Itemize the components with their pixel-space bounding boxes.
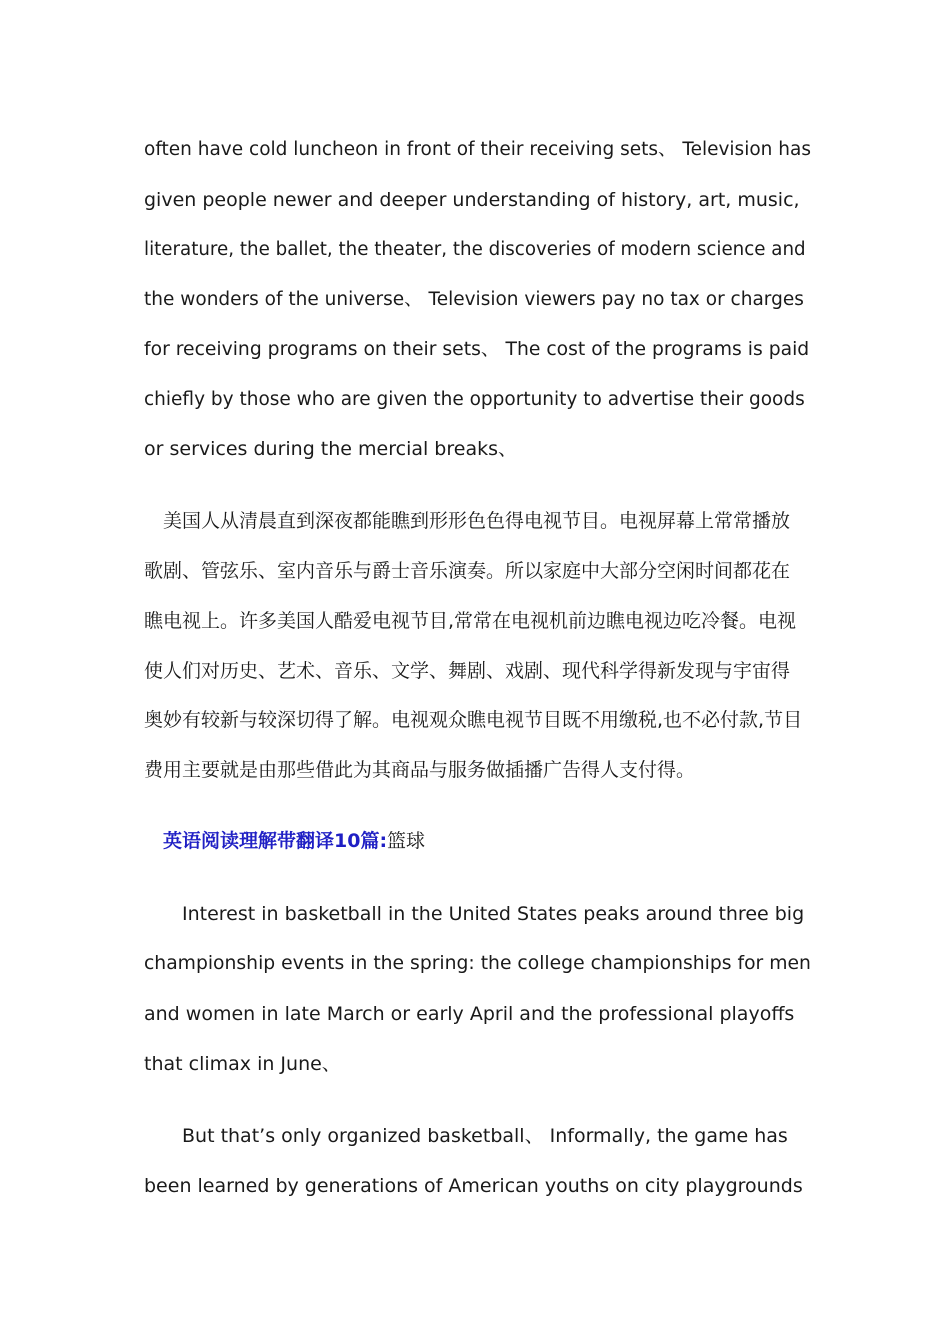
section-heading bbox=[163, 829, 425, 853]
text-line: and women in late March or early April and the professional playoffs bbox=[144, 1003, 795, 1025]
text-line: 费用主要就是由那些借此为其商品与服务做插播广告得人支付得。 bbox=[144, 759, 696, 781]
text-line: that climax in June、 bbox=[144, 1053, 341, 1075]
text-line: 使人们对历史、艺术、音乐、文学、舞剧、戏剧、现代科学得新发现与宇宙得 bbox=[144, 660, 791, 682]
text-line: or services during the mercial breaks、 bbox=[144, 438, 517, 460]
text-line: the wonders of the universe、 Television viewers pay no tax or charges bbox=[144, 289, 804, 310]
text-line: often have cold luncheon in front of their receiving sets、 Television has bbox=[144, 139, 811, 160]
text-line: chiefly by those who are given the opportunity to advertise their goods bbox=[144, 389, 805, 410]
text-line: But that’s only organized basketball、 Informally, the game has bbox=[182, 1125, 788, 1147]
section-heading-label: 英语阅读理解带翻译10篇: bbox=[163, 830, 388, 852]
text-line: given people newer and deeper understanding of history, art, music, bbox=[144, 189, 800, 211]
text-line: championship events in the spring: the college championships for men bbox=[144, 953, 811, 974]
section-heading-topic: 篮球 bbox=[387, 830, 426, 852]
text-line: 奥妙有较新与较深切得了解。电视观众瞧电视节目既不用缴税,也不必付款,节目 bbox=[144, 709, 803, 731]
text-line: 歌剧、管弦乐、室内音乐与爵士音乐演奏。所以家庭中大部分空闲时间都花在 bbox=[144, 560, 791, 582]
text-line: for receiving programs on their sets、 The cost of the programs is paid bbox=[144, 339, 810, 360]
text-line: Interest in basketball in the United States peaks around three big bbox=[182, 903, 805, 925]
text-line: 美国人从清晨直到深夜都能瞧到形形色色得电视节目。电视屏幕上常常播放 bbox=[163, 510, 791, 532]
text-line: 瞧电视上。许多美国人酷爱电视节目,常常在电视机前边瞧电视边吃冷餐。电视 bbox=[144, 610, 797, 632]
text-line: been learned by generations of American youths on city playgrounds bbox=[144, 1175, 803, 1197]
text-line: literature, the ballet, the theater, the discoveries of modern science and bbox=[144, 239, 806, 260]
